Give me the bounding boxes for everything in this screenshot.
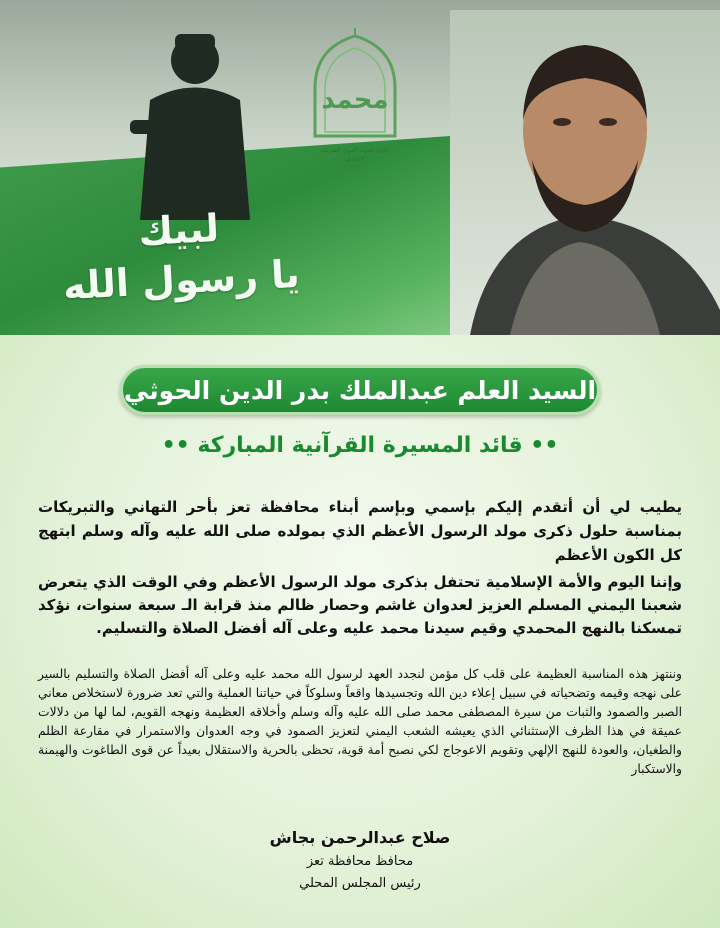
signatory-role-governor: محافظ محافظة تعز [306, 854, 414, 869]
leader-portrait-image [450, 10, 720, 335]
paragraph-greeting: يطيب لي أن أتقدم إليكم بإسمي وبإسم أبناء محافظة تعز بأحر التهاني والتبريكات بمناسبة حلول ذكرى مولد الرسول الأعظم الذي بمولده صلى الله عليه وآله وسلم ابتهج كل الكون الأعظم [38, 498, 682, 564]
header-banner [0, 0, 720, 335]
soldier-silhouette-image [120, 20, 270, 220]
signature-block [250, 825, 470, 895]
emblem-caption-line2: ١٤٤٣هـ [346, 156, 364, 163]
flag-slogan-line1: لبيك [137, 205, 221, 255]
flag-slogan-line2: يا رسول الله [61, 251, 301, 309]
dome-icon [295, 28, 415, 146]
emblem-caption-line1: ذكرى المولد النبوي الشريف [320, 147, 390, 154]
signatory-name: صلاح عبدالرحمن بجاش [269, 828, 451, 847]
signatory-role-council: رئيس المجلس المحلي [299, 876, 421, 891]
emblem-caption [295, 146, 415, 164]
emblem-name: محمد [321, 85, 389, 115]
statement-body [0, 335, 720, 928]
page-title: السيد العلم عبدالملك بدر الدين الحوثي [120, 365, 600, 415]
paragraph-pledge: وننتهز هذه المناسبة العظيمة على قلب كل مؤمن لنجدد العهد لرسول الله محمد عليه وعلى آله أفضل الصلاة والتسليم بالسير على نهجه وقيمه وتضحياته في سبيل إعلاء دين الله وتجسيدها واقعاً وسلوكاً في حياتنا العملية والتي تعد ضرورة لاستخلاص معاني الصبر والصمود والثبات من سيرة المصطفى محمد صلى الله عليه وآله وسلم وأخلاقه العظيمة ونهجه القويم، لما لها من دلالات عميقة في هذا الظرف الإستثنائي الذي يعيشه الشعب اليمني لتعزيز الصمود في وجه العدوان والاستمرار في مقارعة الظلم والطغيان، والعودة للنهج الإلهي وتقويم الاعوجاج لكي نصبح أمة قوية، تحظى بالحرية والاستقلال بعيداً عن قوى الطاغوت والهيمنة والاستكبار [38, 667, 682, 776]
flag-slogan [38, 198, 323, 313]
page-subtitle: •• قائد المسيرة القرآنية المباركة •• [161, 433, 559, 458]
paragraph-commemoration: وإننا اليوم والأمة الإسلامية تحتفل بذكرى مولد الرسول الأعظم وفي الوقت الذي يتعرض شعبنا اليمني المسلم العزيز لعدوان غاشم وحصار ظالم منذ قرابة الـ سبعة سنوات، نؤكد تمسكنا بالنهج المحمدي وقيم سيدنا محمد عليه وعلى آله أفضل الصلاة والتسليم. [38, 573, 682, 637]
mawlid-emblem [295, 28, 415, 178]
